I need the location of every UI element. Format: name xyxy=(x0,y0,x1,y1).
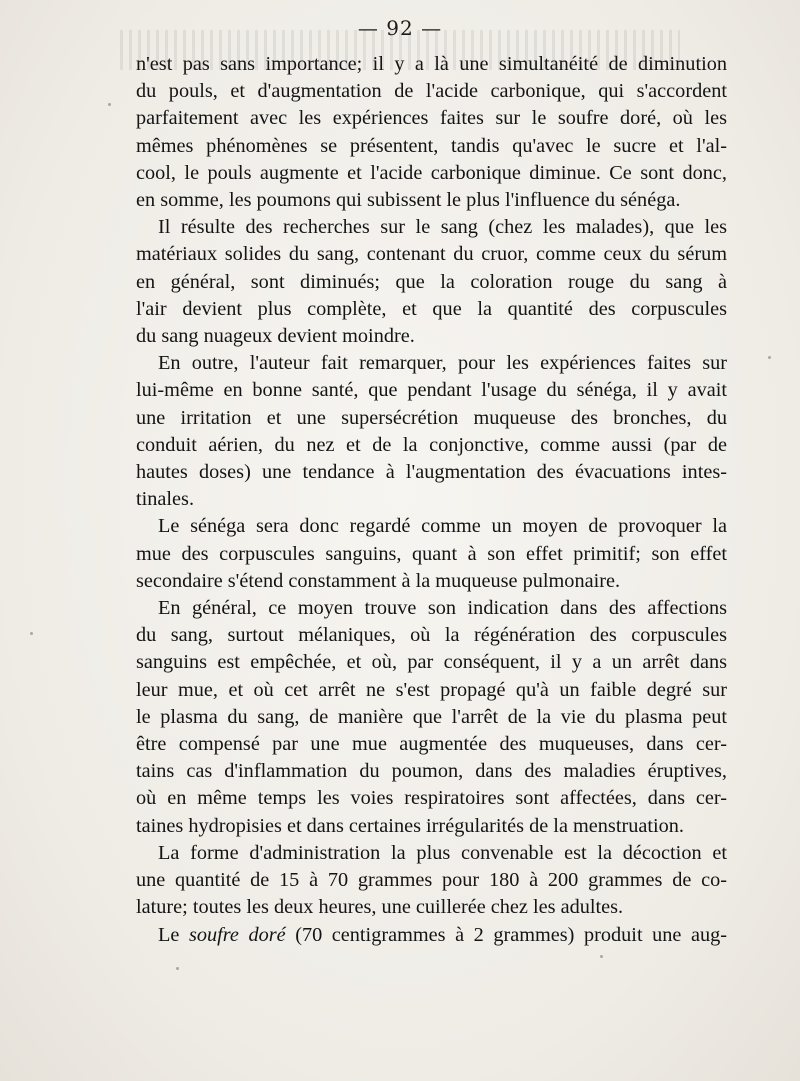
text-line: en général, sont diminués; que la coloration rouge du sang à xyxy=(136,270,727,293)
text-line: du sang, surtout mélaniques, où la régénération des corpuscules xyxy=(136,624,727,647)
paragraph-4 xyxy=(136,513,727,595)
text-line: où en même temps les voies respiratoires sont affectées, dans cer- xyxy=(136,787,727,810)
text-line: conduit aérien, du nez et de la conjonctive, comme aussi (par de xyxy=(136,433,727,456)
text-line: leur mue, et où cet arrêt ne s'est propagé qu'à un faible degré sur xyxy=(136,678,727,701)
text-line: cool, le pouls augmente et l'acide carbonique diminue. Ce sont donc, xyxy=(136,161,727,184)
text-line: le plasma du sang, de manière que l'arrêt de la vie du plasma peut xyxy=(136,705,727,728)
paragraph-5 xyxy=(136,595,727,840)
text-line: tains cas d'inflammation du poumon, dans des maladies éruptives, xyxy=(136,760,727,783)
paragraph-3 xyxy=(136,350,727,513)
text-line: être compensé par une mue augmentée des muqueuses, dans cer- xyxy=(136,733,727,756)
text-line: Le sénéga sera donc regardé comme un moyen de provoquer la xyxy=(158,515,727,538)
text-line: taines hydropisies et dans certaines irrégularités de la menstruation. xyxy=(136,814,684,837)
text-line: une irritation et une supersécrétion muqueuse des bronches, du xyxy=(136,406,727,429)
paper-speck xyxy=(30,632,33,635)
paragraph-2 xyxy=(136,214,727,350)
page-number: — 92 — xyxy=(357,16,443,40)
paper-speck xyxy=(108,103,111,106)
text-line: En outre, l'auteur fait remarquer, pour les expériences faites sur xyxy=(158,352,727,375)
text-line: parfaitement avec les expériences faites sur le soufre doré, où les xyxy=(136,107,727,130)
text-line: n'est pas sans importance; il y a là une simultanéité de diminution xyxy=(136,53,727,75)
text-line: Il résulte des recherches sur le sang (chez les malades), que les xyxy=(158,216,727,239)
text-line: matériaux solides du sang, contenant du cruor, comme ceux du sérum xyxy=(136,243,727,266)
text-line: mêmes phénomènes se présentent, tandis qu'avec le sucre et l'al- xyxy=(136,134,727,157)
text-line: tinales. xyxy=(136,488,195,511)
paragraph-6 xyxy=(136,840,727,922)
text-line: l'air devient plus complète, et que la quantité des corpuscules xyxy=(136,297,727,320)
paper-speck xyxy=(768,356,771,359)
text-line: La forme d'administration la plus convenable est la décoction et xyxy=(158,841,727,864)
text-line: du pouls, et d'augmentation de l'acide carbonique, qui s'accordent xyxy=(136,80,727,103)
text-line: sanguins est empêchée, et où, par conséquent, il y a un arrêt dans xyxy=(136,651,727,674)
body-text xyxy=(136,51,727,949)
text-line: lature; toutes les deux heures, une cuillerée chez les adultes. xyxy=(136,896,624,919)
text-line: secondaire s'étend constamment à la muqueuse pulmonaire. xyxy=(136,569,621,592)
paper-speck xyxy=(176,967,179,970)
text-line: du sang nuageux devient moindre. xyxy=(136,325,415,348)
text-line: hautes doses) une tendance à l'augmentation des évacuations intes- xyxy=(136,461,727,484)
final-line-end: (70 centigrammes à 2 grammes) produit une aug- xyxy=(285,923,727,946)
italic-term: soufre doré xyxy=(188,923,286,946)
paragraph-1 xyxy=(136,51,727,214)
paragraph-7 xyxy=(136,922,727,949)
text-line xyxy=(136,922,727,949)
text-line: en somme, les poumons qui subissent le plus l'influence du sénéga. xyxy=(136,189,681,212)
text-line: En général, ce moyen trouve son indication dans des affections xyxy=(158,597,727,620)
paper-speck xyxy=(600,955,603,958)
text-line: mue des corpuscules sanguins, quant à son effet primitif; son effet xyxy=(136,542,727,565)
text-line: une quantité de 15 à 70 grammes pour 180 à 200 grammes de co- xyxy=(136,869,727,892)
text-line: lui-même en bonne santé, que pendant l'usage du sénéga, il y avait xyxy=(136,379,727,402)
final-line-start: Le xyxy=(158,923,189,946)
